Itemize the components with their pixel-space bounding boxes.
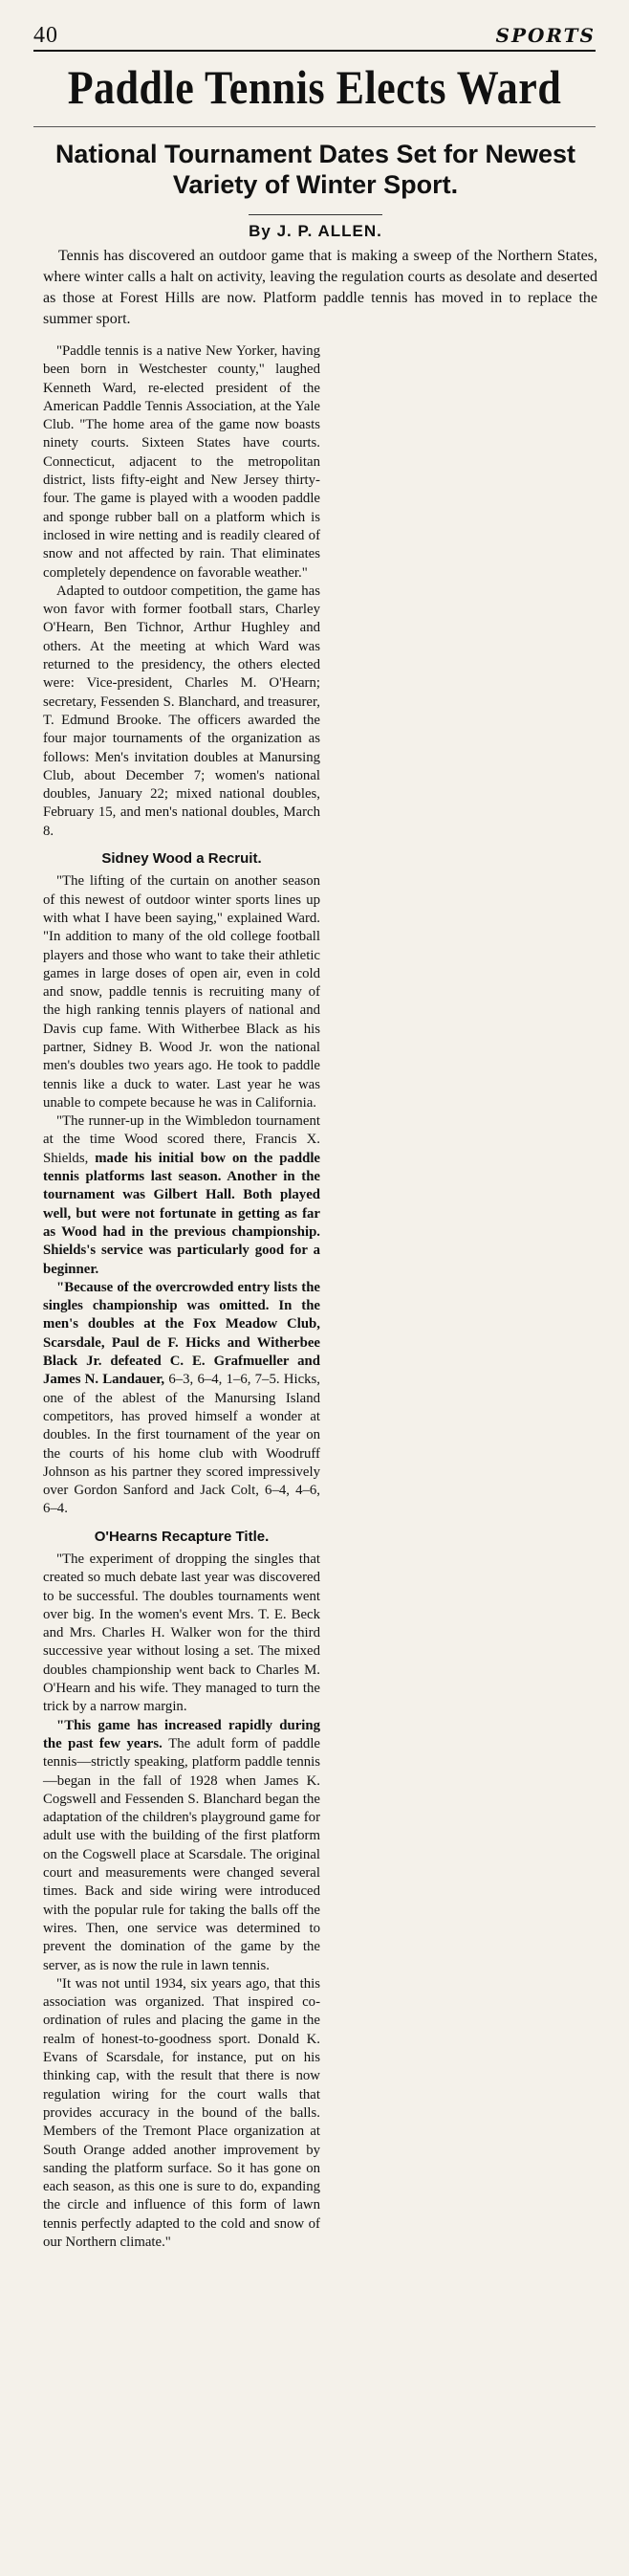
paragraph-7-end: The adult form of paddle tennis—strictly speaking, platform paddle tennis—began in the fall of 1928 when James K. Cogswell and Fessenden S. Blanchard began the adaptation of the children's playground game for adult use with the building of the first platform on the Cogswell place at Scarsdale. The original court and measurements were changed several times. Back and side wiring were introduced with the popular rule for taking the balls off the wires. Then, one service was determined to prevent the domination of the game by the server, as is now the rule in lawn tennis. bbox=[43, 1735, 321, 1973]
paragraph-5 bbox=[43, 1279, 320, 1519]
page-header bbox=[33, 21, 596, 50]
paragraph-3: "The lifting of the curtain on another season of this newest of outdoor winter sports lines up with what I have been saying," explained Ward. "In addition to many of the old college football players and those who want to take their athletic games in large doses of open air, even in cold and snow, paddle tennis is recruiting many of the high ranking tennis players of national and Davis cup fame. With Witherbee Black as his partner, Sidney B. Wood Jr. won the national men's doubles two years ago. He took to paddle tennis like a duck to water. Last year he was unable to compete because he was in California. bbox=[43, 873, 320, 1111]
paragraph-4 bbox=[43, 1112, 320, 1279]
paragraph-4-start: "The runner-up in the Wimbledon tournament at the time Wood scored there, Francis X. Shields, bbox=[43, 1113, 320, 1166]
paragraph-4-bold-run: made his initial bow on the paddle tennis platforms last season. Another in the tournament was Gilbert Hall. Both played well, but were not fortunate in getting as far as Wood had in the previous championship. Shields's service was particularly good for a beginner. bbox=[43, 1150, 320, 1277]
paragraph-7 bbox=[43, 1717, 320, 1975]
paragraph-5-end: 6–3, 6–4, 1–6, 7–5. Hicks, one of the ablest of the Manursing Island competitors, has proved himself a wonder at doubles. In the first tournament of the year on the courts of his home club with Woodruff Johnson as his partner they scored impressively over Gordon Sanford and Jack Colt, 6–4, 4–6, 6–4. bbox=[43, 1372, 320, 1517]
paragraph-6: "The experiment of dropping the singles that created so much debate last year was discovered to be successful. The doubles tournaments went over big. In the women's event Mrs. T. E. Beck and Mrs. Charles H. Walker won for the third successive year without losing a set. The mixed doubles championship went back to Charles M. O'Hearn and his wife. They managed to turn the trick by a narrow margin. bbox=[43, 1552, 320, 1715]
byline-rule bbox=[249, 214, 382, 215]
paragraph-7-bold-run: "This game has increased rapidly during the past few years. bbox=[43, 1717, 320, 1751]
lede-paragraph: Tennis has discovered an outdoor game that is making a sweep of the Northern States, where winter calls a halt on activity, leaving the regulation courts as desolate and deserted as those at Forest Hills are now. Platform paddle tennis has moved in to replace the summer sport. bbox=[43, 248, 597, 327]
subheadline: National Tournament Dates Set for Newest Variety of Winter Sport. bbox=[54, 140, 576, 199]
section-heading-ohearns: O'Hearns Recapture Title. bbox=[94, 1528, 270, 1545]
paragraph-1: "Paddle tennis is a native New Yorker, having been born in Westchester county," laughed Kenneth Ward, re-elected president of the American Paddle Tennis Association, at the Yale Club. "The home area of the game now boasts ninety courts. Sixteen States have courts. Connecticut, adjacent to the metropolitan district, lists fifty-eight and New Jersey thirty-four. The game is played with a wooden paddle and sponge rubber ball on a platform which is inclosed in wire netting and is readily cleared of snow and not affected by rain. That eliminates completely dependence on favorable weather." bbox=[43, 343, 320, 581]
section-heading-sidney-wood: Sidney Wood a Recruit. bbox=[101, 850, 262, 868]
headline-rule bbox=[33, 126, 596, 127]
section-name: SPORTS bbox=[495, 24, 596, 47]
byline: By J. P. ALLEN. bbox=[249, 222, 382, 240]
headline: Paddle Tennis Elects Ward bbox=[67, 61, 562, 115]
page-number: 40 bbox=[33, 22, 58, 48]
paragraph-8: "It was not until 1934, six years ago, that this association was organized. That inspired co-ordination of rules and placing the game in the realm of honest-to-goodness sport. Donald K. Evans of Scarsdale, for instance, put on his thinking cap, with the result that there is now regulation wiring for the court walls that provides accuracy in the bound of the balls. Members of the Tremont Place organization at South Orange added another improvement by sanding the platform surface. So it has gone on each season, as this one is sure to do, expanding the circle and influence of this form of lawn tennis perfectly adapted to the cold and snow of our Northern climate." bbox=[43, 1975, 320, 2250]
article-column bbox=[43, 342, 320, 2252]
header-rule bbox=[33, 50, 596, 52]
paragraph-5-bold-run: "Because of the overcrowded entry lists the singles championship was omitted. In the men's doubles at the Fox Meadow Club, Scarsdale, Paul de F. Hicks and Witherbee Black Jr. defeated C. E. Grafmueller and James N. Landauer, bbox=[43, 1279, 320, 1388]
paragraph-2: Adapted to outdoor competition, the game has won favor with former football stars, Charley O'Hearn, Ben Tichnor, Arthur Hughley and others. At the meeting at which Ward was returned to the presidency, the others elected were: Vice-president, Charles M. O'Hearn; secretary, Fessenden S. Blanchard, and treasurer, T. Edmund Brooke. The officers awarded the four major tournaments of the organization as follows: Men's invitation doubles at Manursing Club, about December 7; women's national doubles, January 22; mixed national doubles, February 15, and men's national doubles, March 8. bbox=[43, 583, 320, 839]
